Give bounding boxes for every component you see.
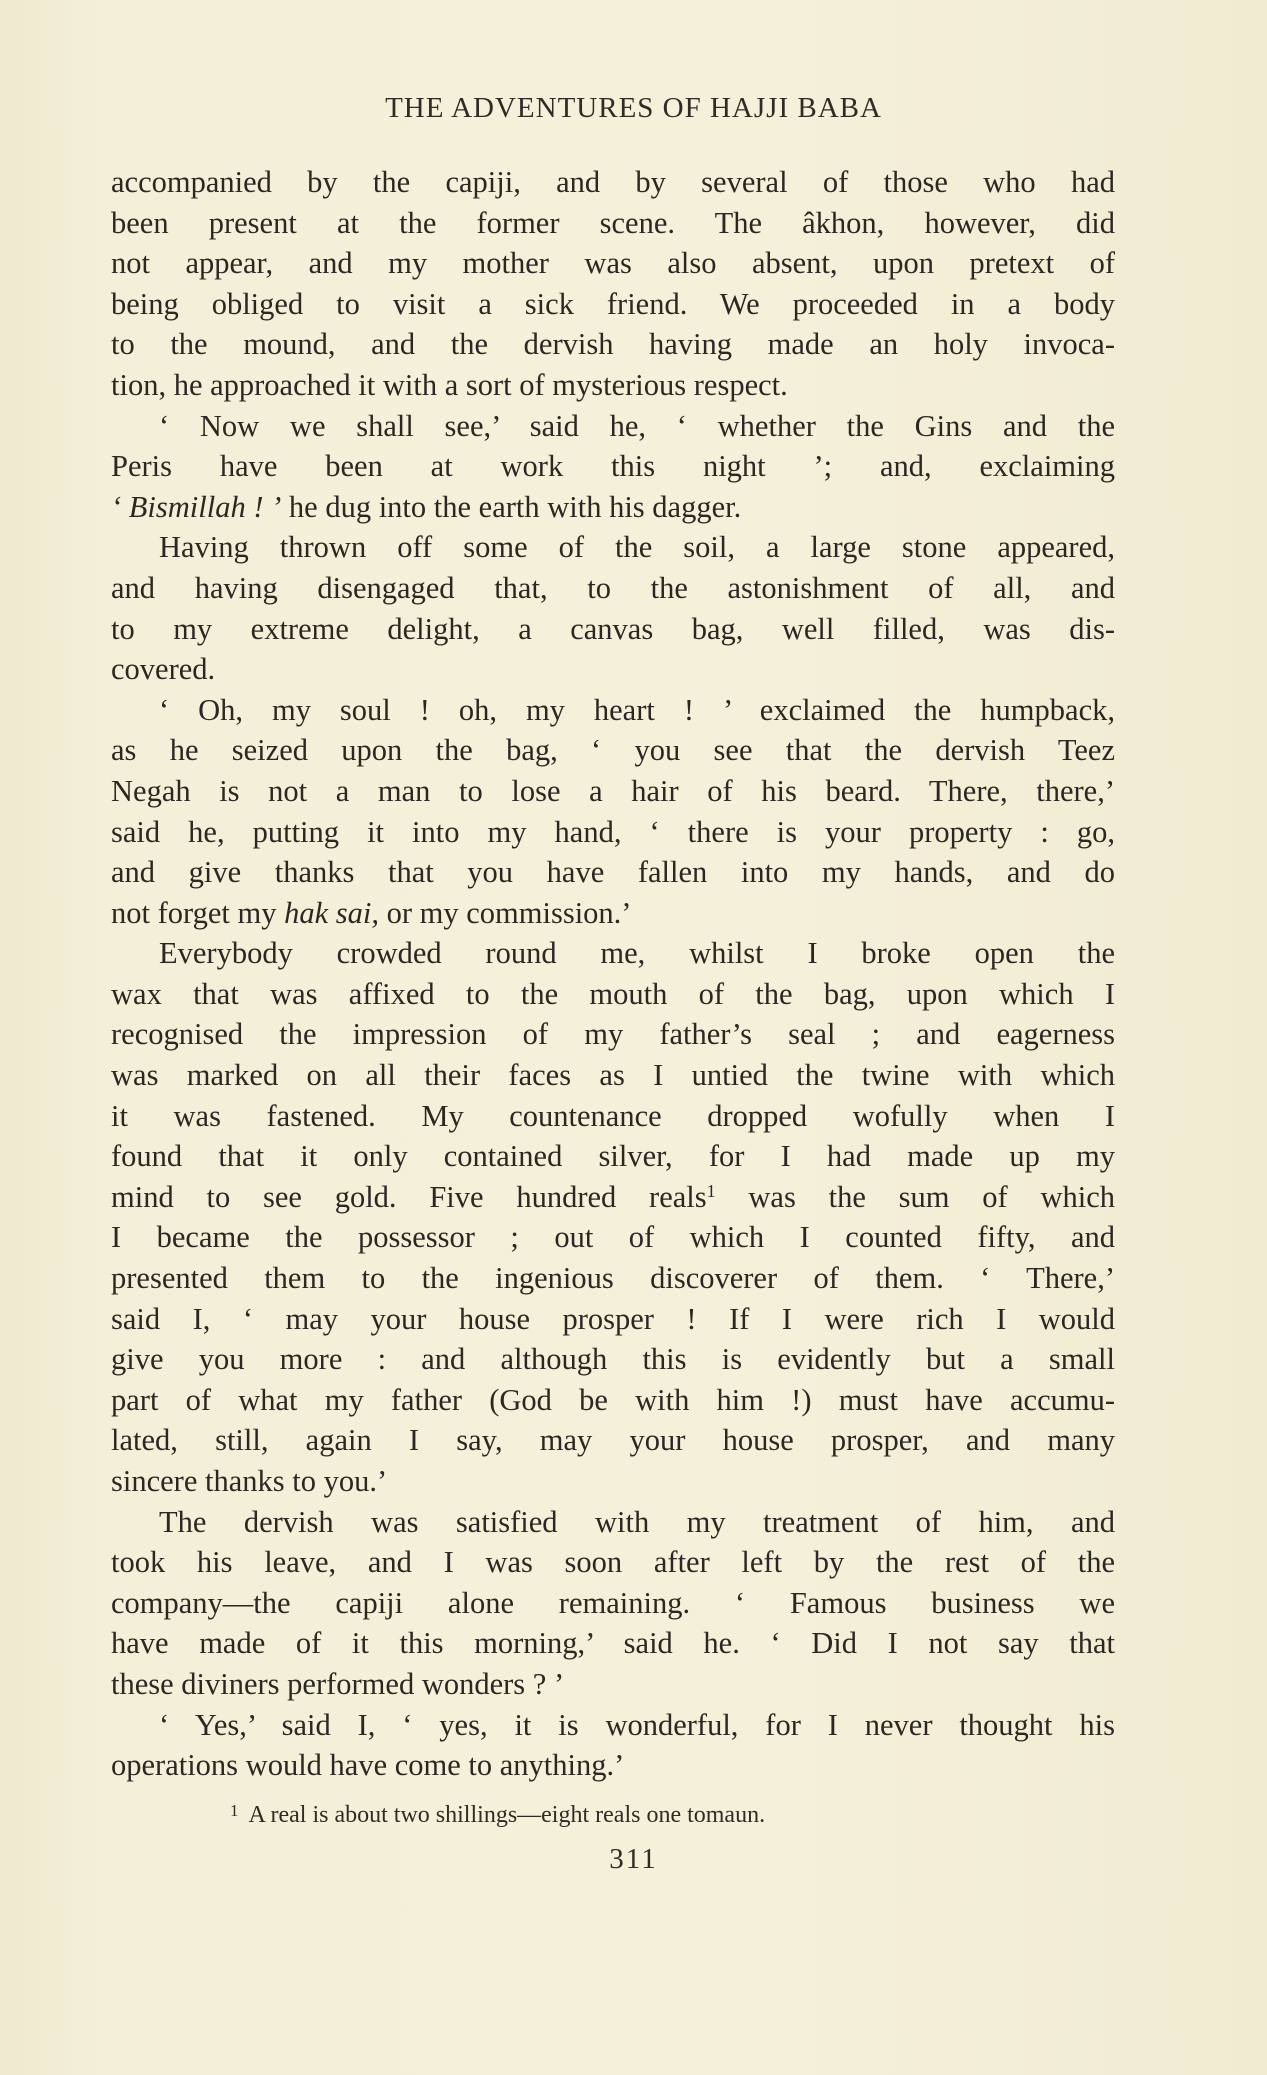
text-line: accompanied by the capiji, and by several of those who had — [111, 165, 1115, 199]
text-line: covered. — [111, 652, 216, 687]
text-line-fragment: mind to see gold. Five hundred reals — [111, 1179, 707, 1214]
text-line: part of what my father (God be with him !) must have accumu- — [111, 1382, 1115, 1417]
text-line-fragment: not forget my — [111, 895, 277, 930]
running-head: THE ADVENTURES OF HAJJI BABA — [385, 92, 882, 124]
text-line: was marked on all their faces as I untied the twine with which — [111, 1058, 1115, 1093]
italic-bismillah: ‘ Bismillah ! ’ — [111, 489, 282, 524]
footnote-text: A real is about two shillings—eight reals one tomaun. — [248, 1802, 766, 1828]
text-line-fragment: was the sum of which — [748, 1179, 1115, 1214]
text-line — [111, 487, 1115, 528]
text-line: give you more : and although this is evidently but a small — [111, 1342, 1115, 1377]
text-line: been present at the former scene. The âkhon, however, did — [111, 205, 1115, 240]
page-number: 311 — [609, 1843, 658, 1875]
text-line — [111, 893, 1115, 934]
text-line: lated, still, again I say, may your house prosper, and many — [111, 1423, 1115, 1458]
text-line: it was fastened. My countenance dropped wofully when I — [111, 1098, 1115, 1133]
text-line: have made of it this morning,’ said he. ‘ Did I not say that — [111, 1626, 1115, 1661]
text-line-fragment: or my commission.’ — [386, 895, 632, 930]
text-line: these diviners performed wonders ? ’ — [111, 1666, 565, 1701]
text-line: to my extreme delight, a canvas bag, well filled, was dis- — [111, 611, 1115, 646]
text-line: wax that was affixed to the mouth of the bag, upon which I — [111, 976, 1115, 1011]
text-line: I became the possessor ; out of which I counted fifty, and — [111, 1220, 1115, 1255]
text-line: not appear, and my mother was also absent, upon pretext of — [111, 246, 1115, 281]
footnote-reference: 1 — [706, 1180, 716, 1201]
text-line: ‘ Oh, my soul ! oh, my heart ! ’ exclaimed the humpback, — [159, 692, 1115, 727]
text-line: Peris have been at work this night ’; and, exclaiming — [111, 449, 1115, 484]
body-text — [111, 162, 1115, 1786]
text-line: said I, ‘ may your house prosper ! If I were rich I would — [111, 1301, 1115, 1336]
text-line: Negah is not a man to lose a hair of his beard. There, there,’ — [111, 773, 1115, 808]
text-line: The dervish was satisfied with my treatment of him, and — [159, 1504, 1115, 1539]
text-line: to the mound, and the dervish having made an holy invoca- — [111, 327, 1115, 362]
text-line-fragment: he dug into the earth with his dagger. — [288, 489, 742, 524]
text-line — [111, 1177, 1115, 1218]
text-line: recognised the impression of my father’s seal ; and eagerness — [111, 1017, 1115, 1052]
text-line: company—the capiji alone remaining. ‘ Famous business we — [111, 1585, 1115, 1620]
text-line: took his leave, and I was soon after left by the rest of the — [111, 1545, 1115, 1580]
text-line: and having disengaged that, to the astonishment of all, and — [111, 570, 1115, 605]
footnote — [230, 1801, 765, 1829]
text-line: sincere thanks to you.’ — [111, 1464, 388, 1498]
text-line: and give thanks that you have fallen into my hands, and do — [111, 855, 1115, 890]
text-line: as he seized upon the bag, ‘ you see that the dervish Teez — [111, 733, 1115, 768]
text-line: found that it only contained silver, for I had made up my — [111, 1139, 1115, 1174]
text-line: Having thrown off some of the soil, a large stone appeared, — [159, 530, 1115, 565]
footnote-marker: 1 — [230, 1801, 239, 1820]
text-line: tion, he approached it with a sort of mysterious respect. — [111, 367, 788, 402]
italic-hak-sai: hak sai, — [284, 895, 379, 930]
text-line: ‘ Yes,’ said I, ‘ yes, it is wonderful, for I never thought his — [159, 1707, 1115, 1742]
text-line: said he, putting it into my hand, ‘ there is your property : go, — [111, 814, 1115, 849]
text-line: ‘ Now we shall see,’ said he, ‘ whether the Gins and the — [159, 408, 1115, 443]
text-line: Everybody crowded round me, whilst I broke open the — [159, 936, 1115, 971]
text-line: operations would have come to anything.’ — [111, 1748, 625, 1783]
text-line: being obliged to visit a sick friend. We proceeded in a body — [111, 286, 1115, 321]
text-line: presented them to the ingenious discoverer of them. ‘ There,’ — [111, 1261, 1115, 1296]
